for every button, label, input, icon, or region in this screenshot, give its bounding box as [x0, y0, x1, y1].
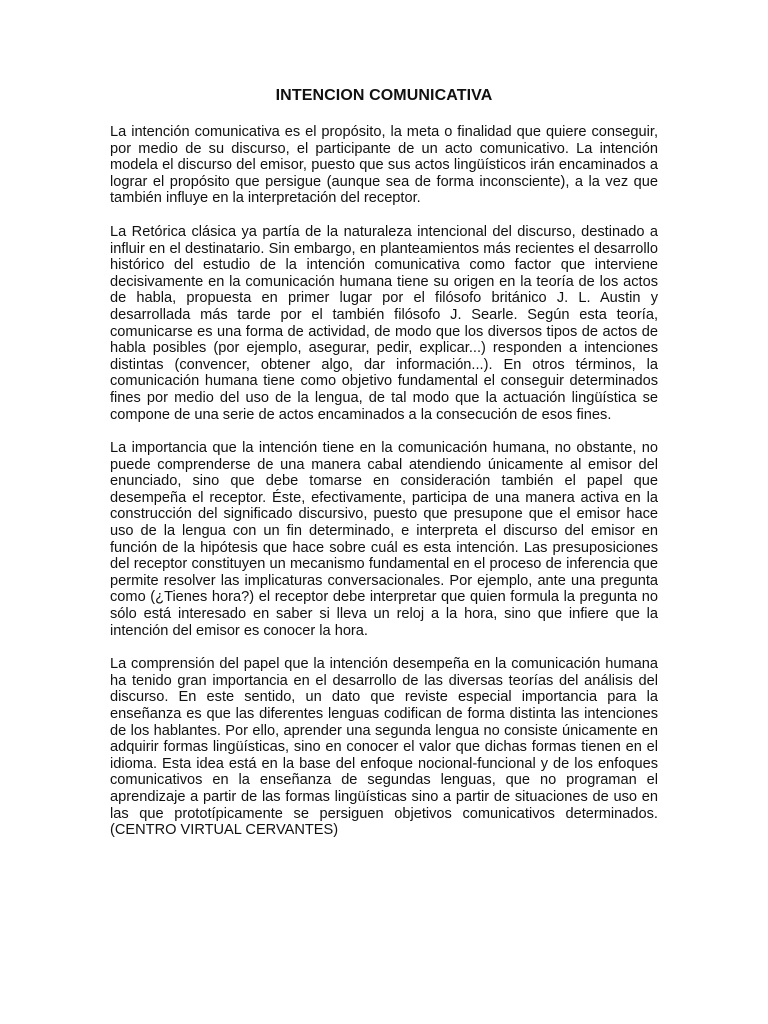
- document-body: [110, 124, 658, 856]
- document-title: INTENCION COMUNICATIVA: [275, 87, 493, 104]
- paragraph-4: La comprensión del papel que la intención desempeña en la comunicación humana ha tenido gran importancia en el desarrollo de las diversas teorías del análisis del discurso. En este sentido, un dato que reviste especial importancia para la enseñanza es que las diferentes lenguas codifican de forma distinta las intenciones de los hablantes. Por ello, aprender una segunda lengua no consiste únicamente en adquirir formas lingüísticas, sino en conocer el valor que dichas formas tienen en el idioma. Esta idea está en la base del enfoque nocional-funcional y de los enfoques comunicativos en la enseñanza de segundas lenguas, que no programan el aprendizaje a partir de las formas lingüísticas sino a partir de situaciones de uso en las que prototípicamente se persiguen objetivos comunicativos determinados.(CENTRO VIRTUAL CERVANTES): [110, 656, 658, 839]
- paragraph-1: La intención comunicativa es el propósito, la meta o finalidad que quiere conseguir, por medio de su discurso, el participante de un acto comunicativo. La intención modela el discurso del emisor, puesto que sus actos lingüísticos irán encaminados a lograr el propósito que persigue (aunque sea de forma inconsciente), a la vez que también influye en la interpretación del receptor.: [110, 124, 658, 207]
- paragraph-2: La Retórica clásica ya partía de la naturaleza intencional del discurso, destinado a influir en el destinatario. Sin embargo, en planteamientos más recientes el desarrollo histórico del estudio de la intención comunicativa como factor que interviene decisivamente en la comunicación humana tiene su origen en la teoría de los actos de habla, propuesta en primer lugar por el filósofo británico J. L. Austin y desarrollada más tarde por el también filósofo J. Searle. Según esta teoría, comunicarse es una forma de actividad, de modo que los diversos tipos de actos de habla posibles (por ejemplo, asegurar, pedir, explicar...) responden a intenciones distintas (convencer, obtener algo, dar información...). En otros términos, la comunicación humana tiene como objetivo fundamental el conseguir determinados fines por medio del uso de la lengua, de tal modo que la actuación lingüística se compone de una serie de actos encaminados a la consecución de esos fines.: [110, 223, 658, 423]
- paragraph-3: La importancia que la intención tiene en la comunicación humana, no obstante, no puede comprenderse de una manera cabal atendiendo únicamente al emisor del enunciado, sino que debe tomarse en consideración también el papel que desempeña el receptor. Éste, efectivamente, participa de una manera activa en la construcción del significado discursivo, puesto que presupone que el emisor hace uso de la lengua con un fin determinado, e interpreta el discurso del emisor en función de la hipótesis que hace sobre cuál es esta intención. Las presuposiciones del receptor constituyen un mecanismo fundamental en el proceso de inferencia que permite resolver las implicaturas conversacionales. Por ejemplo, ante una pregunta como (¿Tienes hora?) el receptor debe interpretar que quien formula la pregunta no sólo está interesado en saber si lleva un reloj a la hora, sino que infiere que la intención del emisor es conocer la hora.: [110, 440, 658, 639]
